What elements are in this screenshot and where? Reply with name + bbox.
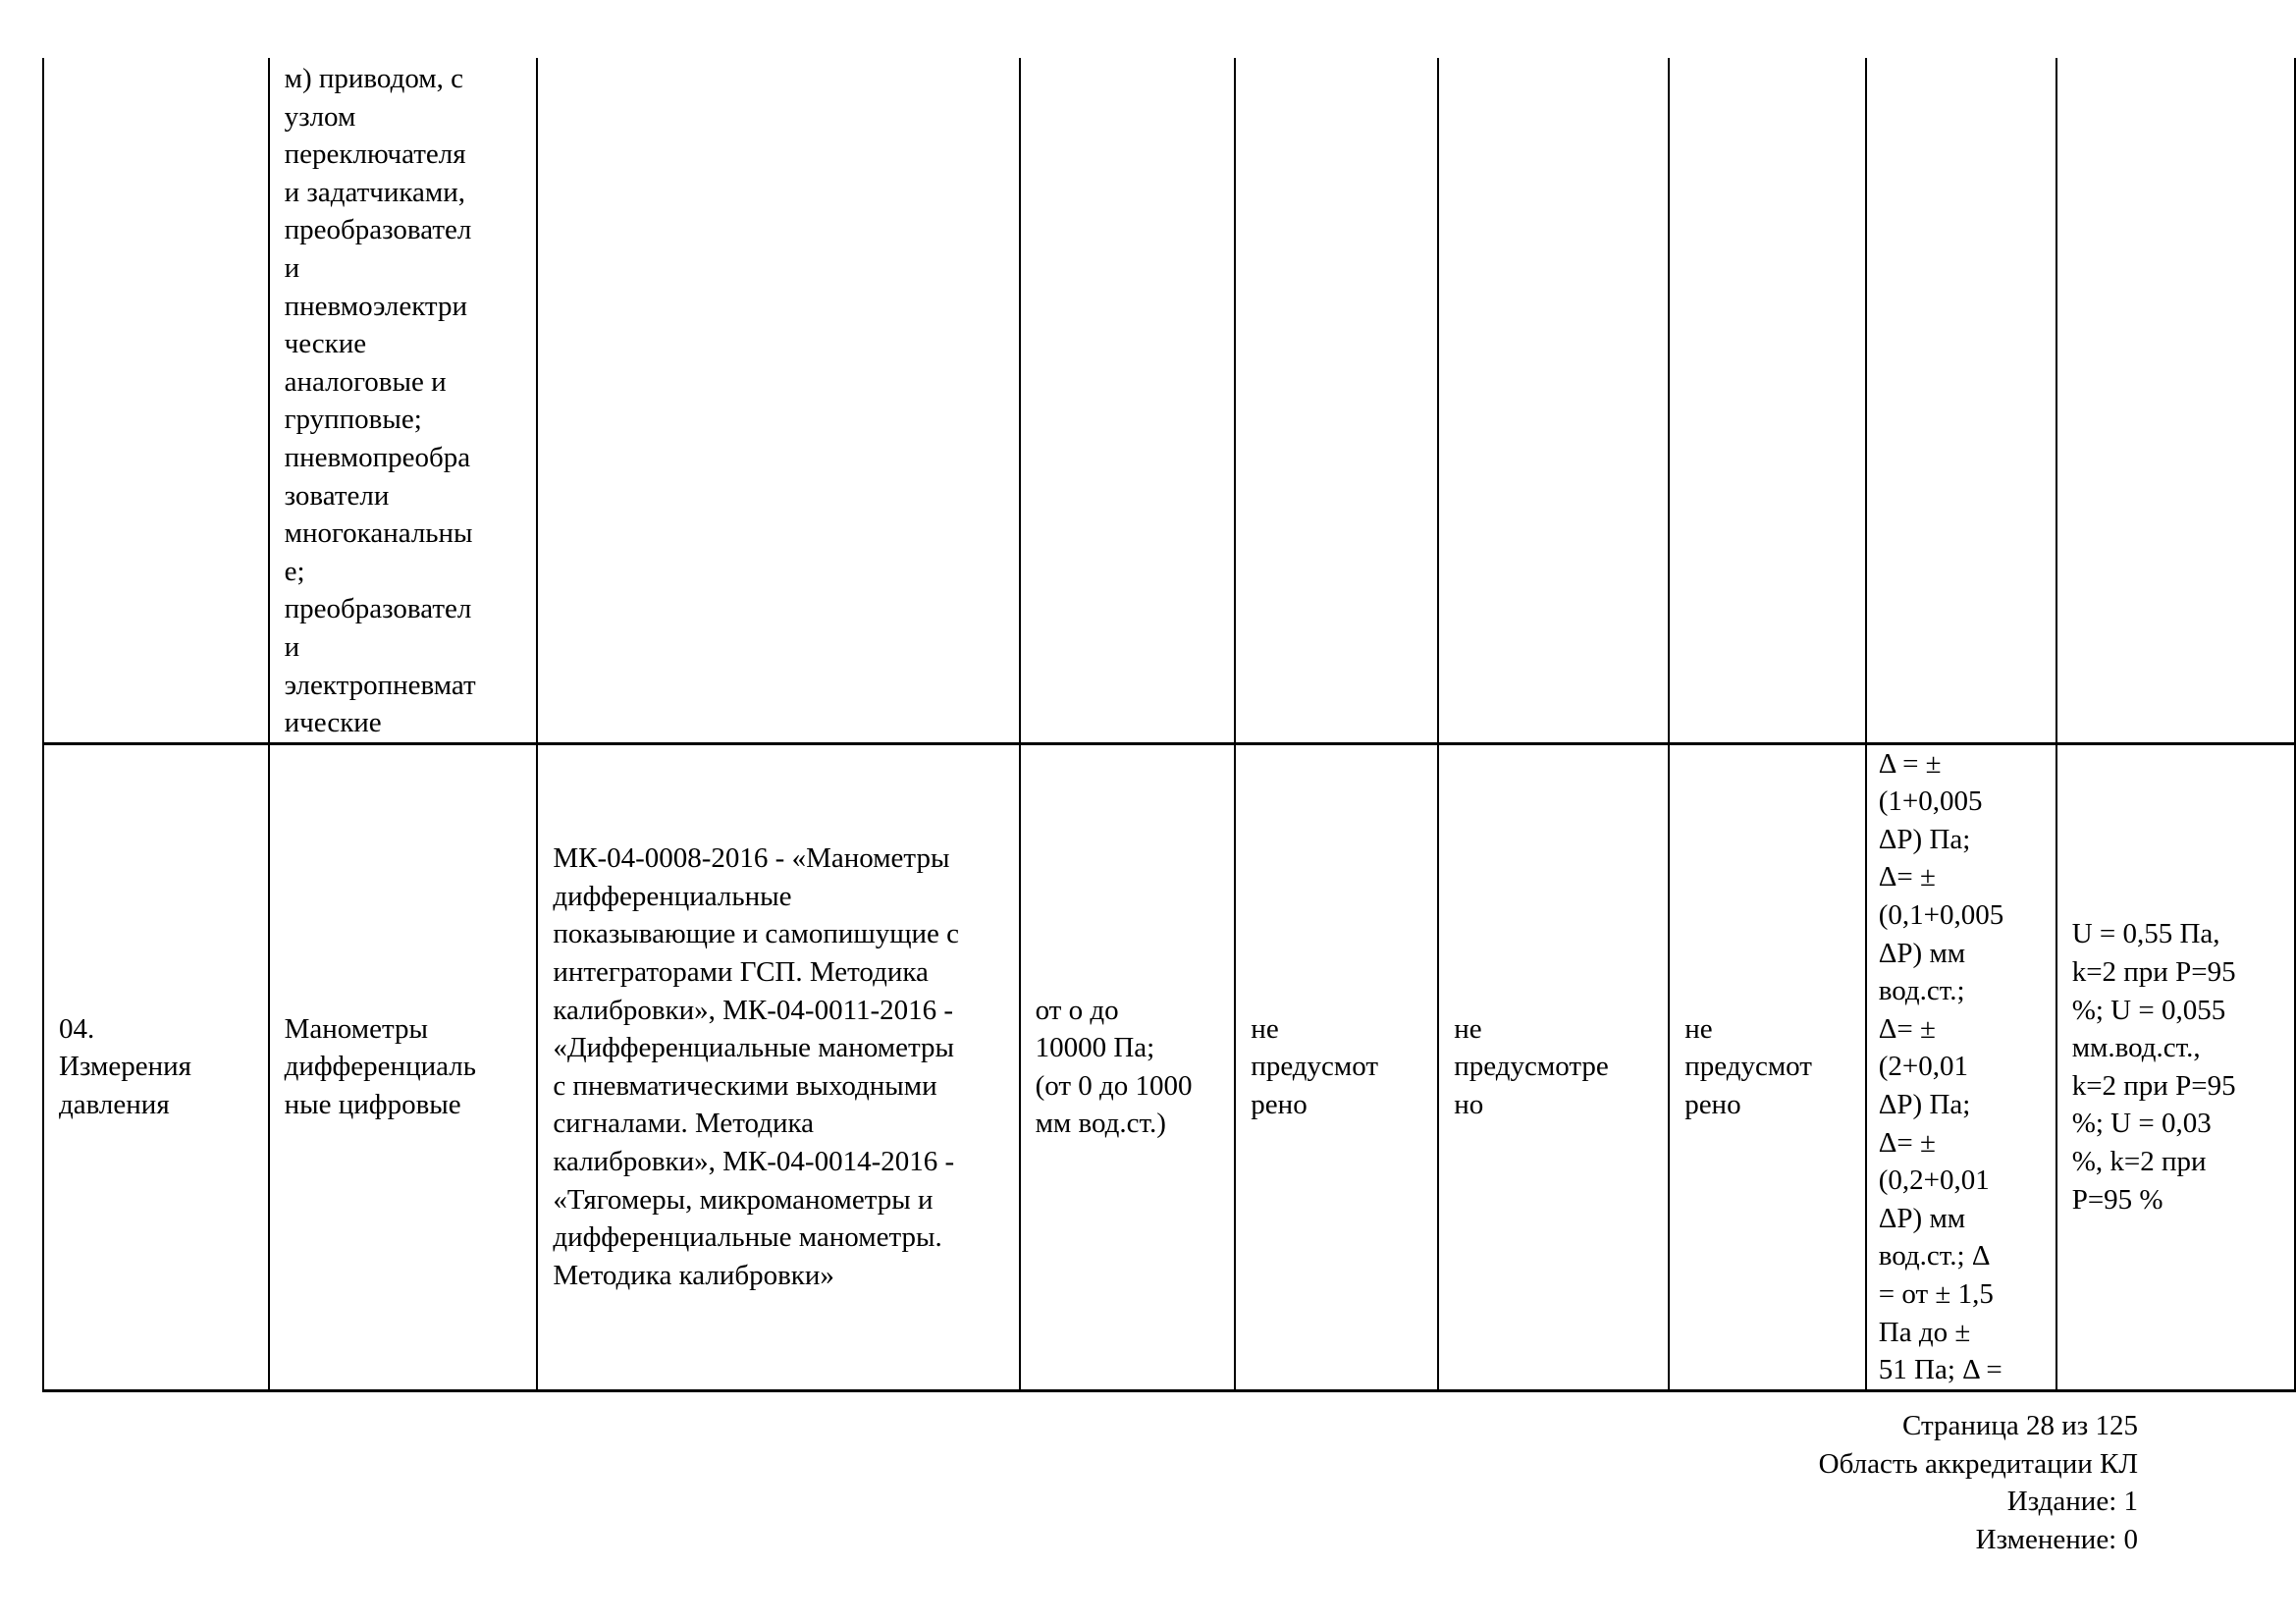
cell-col6 [1438,743,1669,1390]
accreditation-scope: Область аккредитации КЛ [1818,1447,2138,1480]
not-provided-text: не предусмотре но [1454,1012,1609,1121]
instrument-text: Манометры дифференциаль ные цифровые [284,1012,476,1121]
cell-methodology [537,743,1019,1390]
accuracy-text: Δ = ± (1+0,005 ΔP) Па; Δ= ± (0,1+0,005 ΔP) мм вод.ст.; Δ= ± (2+0,01 ΔP) Па; Δ= ± (0,2+0,01 ΔP) мм вод.ст.; Δ = от ± 1,5 Па до ± 51 Па; Δ = [1878,747,2004,1386]
cell-accuracy [1866,58,2056,743]
cell-instrument [269,743,538,1390]
cell-measurement-area [43,743,269,1390]
edition: Издание: 1 [2006,1486,2138,1518]
cell-col6 [1438,58,1669,743]
cell-measurement-area [43,58,269,743]
cell-uncertainty [2056,58,2295,743]
uncertainty-text: U = 0,55 Па, k=2 при P=95 %; U = 0,055 мм.вод.ст., k=2 при P=95 %; U = 0,03 %, k=2 при P=95 % [2071,918,2236,1216]
cell-instrument [269,58,538,743]
table-row-04 [43,743,2295,1390]
cell-accuracy [1866,743,2056,1390]
accreditation-table [42,58,2296,1392]
not-provided-text: не предусмот рено [1251,1012,1379,1121]
cell-methodology [537,58,1019,743]
range-text: от о до 10000 Па; (от 0 до 1000 мм вод.ст.) [1035,994,1193,1140]
measurement-area-text: 04. Измерения давления [59,1012,191,1121]
page-number: Страница 28 из 125 [1901,1410,2138,1441]
instrument-text: м) приводом, с узлом переключателя и задатчиками, преобразовател и пневмоэлектри ческие аналоговые и групповые; пневмопреобра зователи многоканальны е; преобразовател и электропневмат ические [284,63,476,739]
methodology-text: МК-04-0008-2016 - «Манометры дифференциальные показывающие и самопишущие с интеграторами ГСП. Методика калибровки», МК-04-0011-2016 - «Дифференциальные манометры с пневматическими выходными сигналами. Методика калибровки», МК-04-0014-2016 - «Тягомеры, микроманометры и дифференциальные манометры. Методика калибровки» [553,842,960,1291]
cell-range [1020,743,1236,1390]
revision: Изменение: 0 [1975,1523,2138,1555]
cell-uncertainty [2056,743,2295,1390]
page-footer [1819,1407,2138,1558]
not-provided-text: не предусмот рено [1684,1012,1812,1121]
cell-col7 [1669,743,1866,1390]
table-row-continuation [43,58,2295,743]
cell-col5 [1235,58,1438,743]
cell-col7 [1669,58,1866,743]
cell-col5 [1235,743,1438,1390]
cell-range [1020,58,1236,743]
